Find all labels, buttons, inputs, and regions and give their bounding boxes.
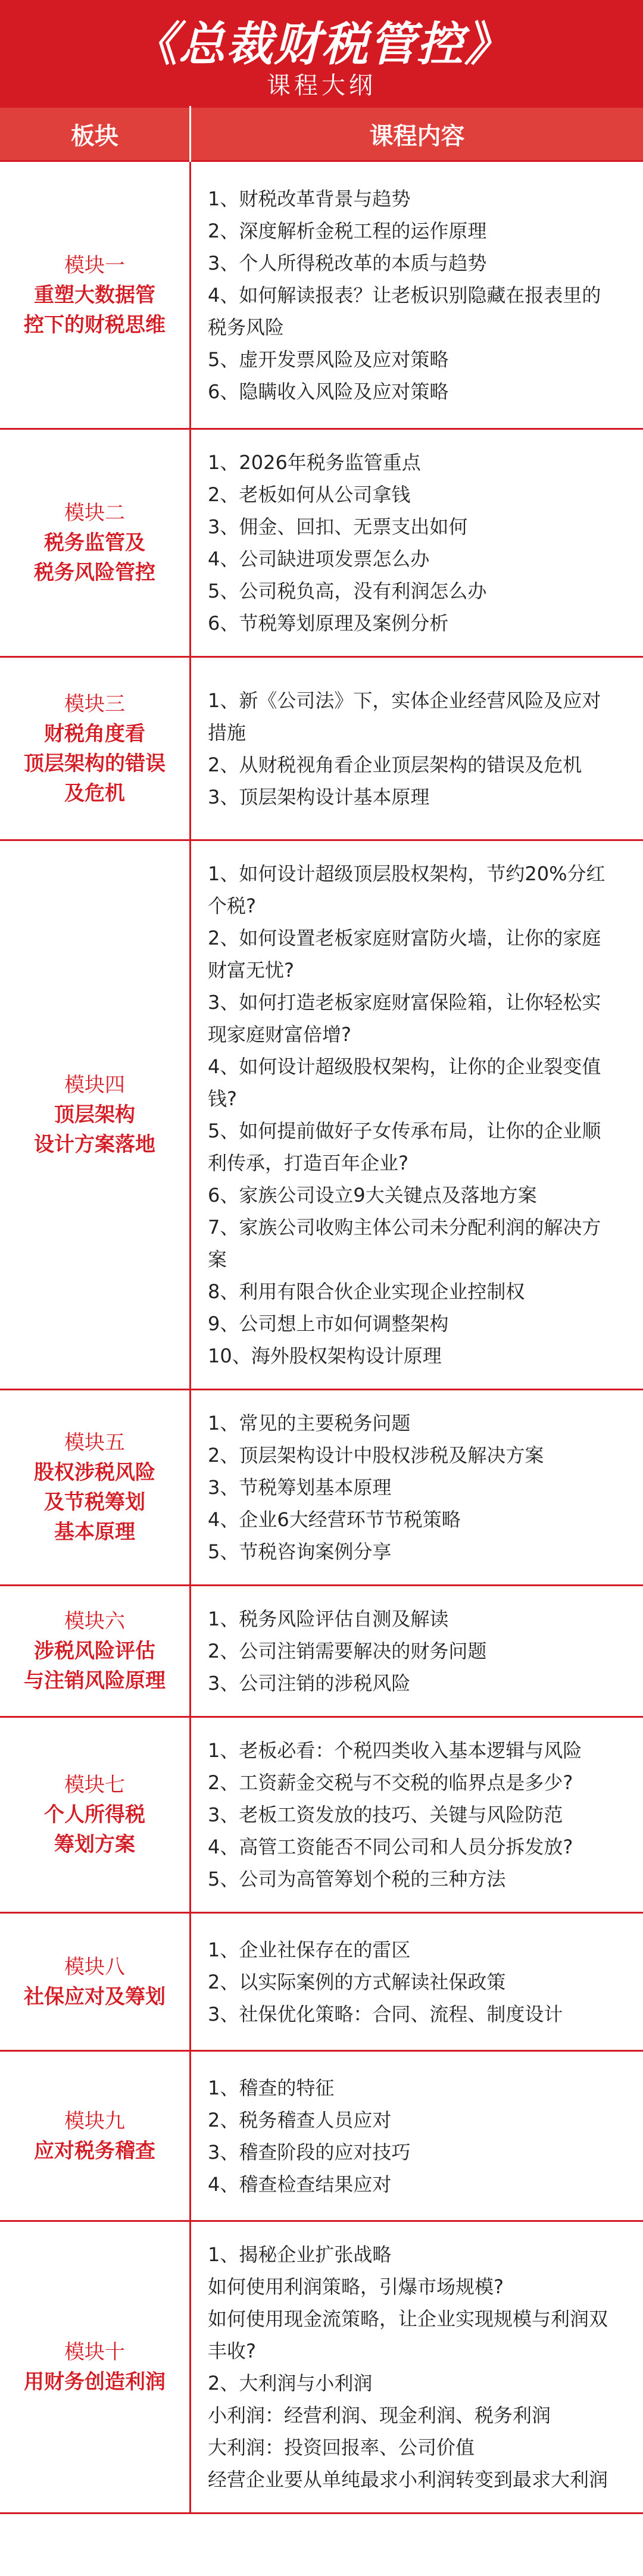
module-content-cell <box>191 2051 643 2221</box>
module-cell <box>0 657 191 840</box>
module-name-line: 顶层架构的错误 <box>24 751 166 776</box>
content-line: 1、老板必看：个税四类收入基本逻辑与风险 <box>208 1739 582 1762</box>
module-row <box>0 657 643 840</box>
module-name-line: 税务监管及 <box>44 531 145 555</box>
page-title: 《总裁财税管控》 <box>130 18 512 71</box>
content-line: 财富无忧? <box>208 959 294 981</box>
module-name-line: 顶层架构 <box>54 1103 135 1127</box>
content-line: 1、稽查的特征 <box>208 2076 335 2099</box>
content-line: 如何使用利润策略，引爆市场规模? <box>208 2275 504 2298</box>
content-line: 7、家族公司收购主体公司未分配利润的解决方 <box>208 1216 601 1239</box>
module-content-cell <box>191 1390 643 1586</box>
content-line: 现家庭财富倍增? <box>208 1023 351 1046</box>
module-name-line: 控下的财税思维 <box>24 312 166 337</box>
module-name-line: 财税角度看 <box>44 721 145 746</box>
module-number: 模块五 <box>64 1431 125 1455</box>
content-line: 3、社保优化策略：合同、流程、制度设计 <box>208 2002 563 2025</box>
module-cell <box>0 1913 191 2051</box>
content-line: 9、公司想上市如何调整架构 <box>208 1312 449 1335</box>
content-line: 税务风险 <box>208 315 285 339</box>
content-line: 6、隐瞒收入风险及应对策略 <box>208 380 449 403</box>
module-number: 模块七 <box>64 1773 125 1797</box>
content-line: 4、公司缺进项发票怎么办 <box>208 548 430 570</box>
content-line: 3、老板工资发放的技巧、关键与风险防范 <box>208 1803 563 1826</box>
content-line: 1、如何设计超级顶层股权架构，节约20%分红 <box>208 862 605 885</box>
content-line: 3、佣金、回扣、无票支出如何 <box>208 515 468 538</box>
content-line: 1、揭秘企业扩张战略 <box>208 2243 392 2266</box>
module-number: 模块十 <box>64 2340 125 2364</box>
content-line: 2、从财税视角看企业顶层架构的错误及危机 <box>208 753 582 776</box>
module-name-line: 与注销风险原理 <box>24 1669 166 1693</box>
content-line: 5、节税咨询案例分享 <box>208 1540 392 1563</box>
content-line: 3、个人所得税改革的本质与趋势 <box>208 251 487 274</box>
module-content-cell <box>191 1913 643 2051</box>
module-cell <box>0 161 191 429</box>
content-line: 6、节税筹划原理及案例分析 <box>208 612 449 634</box>
module-row <box>0 2221 643 2514</box>
content-line: 经营企业要从单纯最求小利润转变到最求大利润 <box>208 2468 608 2491</box>
module-content-cell <box>191 657 643 840</box>
content-line: 4、稽查检查结果应对 <box>208 2172 392 2196</box>
module-name-line: 税务风险管控 <box>34 561 155 584</box>
module-name-line: 股权涉税风险 <box>34 1461 155 1484</box>
content-line: 2、税务稽查人员应对 <box>208 2108 392 2131</box>
module-name-line: 设计方案落地 <box>34 1133 155 1156</box>
module-name-line: 用财务创造利润 <box>24 2370 166 2394</box>
content-line: 2、深度解析金税工程的运作原理 <box>208 219 487 242</box>
content-line: 5、如何提前做好子女传承布局，让你的企业顺 <box>208 1120 601 1142</box>
course-outline-table <box>0 106 643 2514</box>
column-header-content: 课程内容 <box>191 107 643 161</box>
module-content-cell <box>191 429 643 657</box>
module-row <box>0 2051 643 2221</box>
content-line: 3、顶层架构设计基本原理 <box>208 785 430 808</box>
module-name-line: 筹划方案 <box>54 1833 135 1856</box>
content-line: 2、老板如何从公司拿钱 <box>208 483 411 506</box>
table-body <box>0 161 643 2514</box>
table-header-row <box>0 107 643 161</box>
content-line: 3、稽查阶段的应对技巧 <box>208 2140 411 2164</box>
content-line: 10、海外股权架构设计原理 <box>208 1345 442 1367</box>
module-cell <box>0 2221 191 2514</box>
content-line: 大利润：投资回报率、公司价值 <box>208 2436 475 2459</box>
module-name-line: 及危机 <box>64 781 125 805</box>
module-number: 模块一 <box>64 253 125 277</box>
content-line: 2、如何设置老板家庭财富防火墙，让你的家庭 <box>208 927 601 949</box>
module-content-cell <box>191 161 643 429</box>
module-cell <box>0 1390 191 1586</box>
content-line: 1、税务风险评估自测及解读 <box>208 1608 449 1630</box>
content-line: 1、2026年税务监管重点 <box>208 451 421 474</box>
content-line: 5、公司为高管筹划个税的三种方法 <box>208 1868 506 1890</box>
column-header-module: 板块 <box>0 107 191 161</box>
module-number: 模块六 <box>64 1609 125 1633</box>
module-row <box>0 840 643 1390</box>
content-line: 2、工资薪金交税与不交税的临界点是多少? <box>208 1771 573 1794</box>
content-line: 3、如何打造老板家庭财富保险箱，让你轻松实 <box>208 991 601 1014</box>
content-line: 小利润：经营利润、现金利润、税务利润 <box>208 2404 551 2427</box>
header-banner <box>0 0 643 106</box>
content-line: 4、如何解读报表？让老板识别隐藏在报表里的 <box>208 283 601 307</box>
content-line: 3、节税筹划基本原理 <box>208 1476 392 1499</box>
module-content-cell <box>191 1586 643 1717</box>
module-row <box>0 1913 643 2051</box>
module-number: 模块八 <box>64 1955 125 1979</box>
module-cell <box>0 1586 191 1717</box>
content-line: 6、家族公司设立9大关键点及落地方案 <box>208 1184 537 1206</box>
module-name-line: 基本原理 <box>54 1520 135 1544</box>
module-content-cell <box>191 2221 643 2514</box>
content-line: 4、高管工资能否不同公司和人员分拆发放? <box>208 1836 573 1858</box>
content-line: 措施 <box>208 721 246 744</box>
page-subtitle: 课程大纲 <box>267 72 376 99</box>
module-row <box>0 1390 643 1586</box>
module-number: 模块二 <box>64 501 125 525</box>
module-cell <box>0 840 191 1390</box>
module-number: 模块三 <box>64 692 125 716</box>
content-line: 个税? <box>208 895 256 917</box>
content-line: 丰收? <box>208 2340 256 2362</box>
content-line: 5、公司税负高，没有利润怎么办 <box>208 580 487 602</box>
module-name-line: 社保应对及筹划 <box>24 1984 166 2009</box>
module-name-line: 重塑大数据管 <box>34 283 155 307</box>
content-line: 1、新《公司法》下，实体企业经营风险及应对 <box>208 689 601 712</box>
content-line: 如何使用现金流策略，让企业实现规模与利润双 <box>208 2308 608 2330</box>
module-content-cell <box>191 1717 643 1913</box>
content-line: 8、利用有限合伙企业实现企业控制权 <box>208 1280 525 1303</box>
content-line: 2、大利润与小利润 <box>208 2372 373 2394</box>
content-line: 案 <box>208 1248 227 1271</box>
content-line: 1、财税改革背景与趋势 <box>208 187 411 210</box>
module-name-line: 涉税风险评估 <box>34 1639 155 1663</box>
content-line: 4、如何设计超级股权架构，让你的企业裂变值 <box>208 1055 601 1078</box>
content-line: 钱? <box>208 1087 237 1110</box>
module-number: 模块九 <box>64 2109 125 2133</box>
content-line: 1、常见的主要税务问题 <box>208 1412 411 1434</box>
module-row <box>0 429 643 657</box>
module-number: 模块四 <box>64 1073 125 1097</box>
content-line: 利传承，打造百年企业? <box>208 1152 408 1174</box>
module-cell <box>0 2051 191 2221</box>
module-cell <box>0 1717 191 1913</box>
module-row <box>0 161 643 429</box>
module-name-line: 个人所得税 <box>44 1803 145 1827</box>
content-line: 2、以实际案例的方式解读社保政策 <box>208 1970 506 1993</box>
content-line: 4、企业6大经营环节节税策略 <box>208 1508 461 1531</box>
content-line: 5、虚开发票风险及应对策略 <box>208 348 449 371</box>
module-row <box>0 1586 643 1717</box>
content-line: 3、公司注销的涉税风险 <box>208 1672 411 1695</box>
content-line: 2、公司注销需要解决的财务问题 <box>208 1640 487 1662</box>
module-content-cell <box>191 840 643 1390</box>
module-name-line: 及节税筹划 <box>44 1490 145 1514</box>
content-line: 2、顶层架构设计中股权涉税及解决方案 <box>208 1444 544 1467</box>
module-name-line: 应对税务稽查 <box>34 2139 155 2163</box>
module-cell <box>0 429 191 657</box>
content-line: 1、企业社保存在的雷区 <box>208 1938 411 1961</box>
module-row <box>0 1717 643 1913</box>
